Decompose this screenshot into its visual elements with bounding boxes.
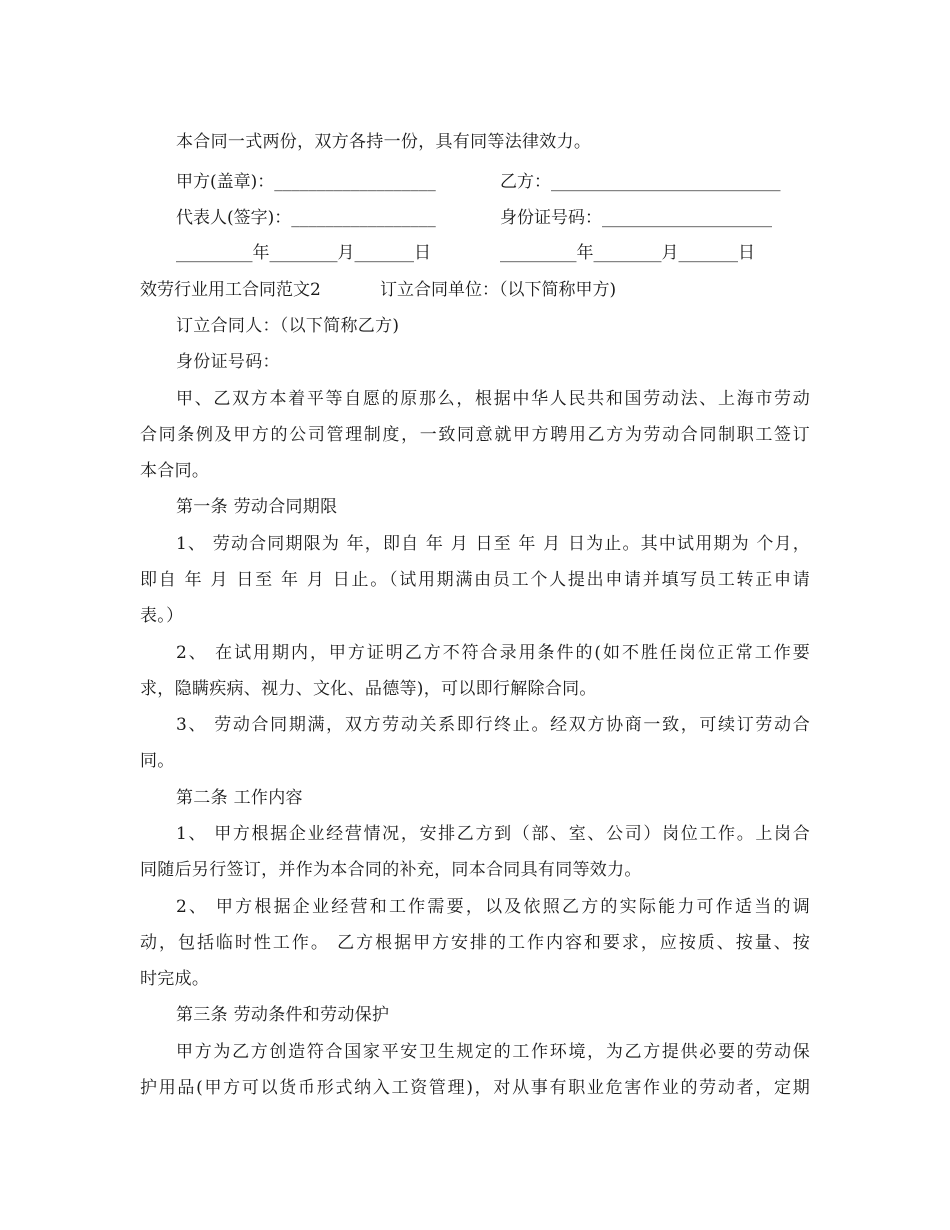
preamble-line: 合同条例及甲方的公司管理制度，一致同意就甲方聘用乙方为劳动合同制职工签订 bbox=[140, 425, 810, 445]
article1-title: 第一条 劳动合同期限 bbox=[176, 497, 338, 517]
id-label-line: 身份证号码： bbox=[176, 352, 280, 372]
article2-title: 第二条 工作内容 bbox=[176, 788, 303, 808]
article1-item1-line: 1、 劳动合同期限为 年，即自 年 月 日至 年 月 日为止。其中试用期为 个月， bbox=[176, 534, 810, 554]
article2-item2-line: 时完成。 bbox=[140, 969, 210, 989]
preamble-line: 甲、乙双方本着平等自愿的原那么，根据中华人民共和国劳动法、上海市劳动 bbox=[176, 389, 810, 409]
article2-item1-line: 同随后另行签订，并作为本合同的补充，同本合同具有同等效力。 bbox=[140, 860, 642, 880]
article2-item2-line: 动，包括临时性工作。 乙方根据甲方安排的工作内容和要求，应按质、按量、按 bbox=[140, 933, 810, 953]
article1-item1-line: 表。） bbox=[140, 606, 184, 626]
date-right-field: _________年________月_______日 bbox=[500, 243, 755, 263]
article3-body-line: 护用品(甲方可以货币形式纳入工资管理)，对从事有职业危害作业的劳动者，定期 bbox=[140, 1078, 810, 1098]
article1-item2-line: 2、 在试用期内，甲方证明乙方不符合录用条件的(如不胜任岗位正常工作要 bbox=[176, 643, 810, 663]
article1-item2-line: 求，隐瞒疾病、视力、文化、品德等)，可以即行解除合同。 bbox=[140, 679, 597, 699]
party-b-field: 乙方：___________________________ bbox=[500, 172, 781, 192]
id-number-field: 身份证号码：____________________ bbox=[500, 208, 772, 228]
article2-item1-line: 1、 甲方根据企业经营情况，安排乙方到（部、室、公司）岗位工作。上岗合 bbox=[176, 824, 810, 844]
preamble-line: 本合同。 bbox=[140, 461, 210, 481]
date-left-field: _________年________月_______日 bbox=[176, 243, 431, 263]
article2-item2-line: 2、 甲方根据企业经营和工作需要，以及依照乙方的实际能力可作适当的调 bbox=[176, 897, 810, 917]
contract-heading-title: 效劳行业用工合同范文2 bbox=[140, 280, 321, 300]
article3-title: 第三条 劳动条件和劳动保护 bbox=[176, 1005, 390, 1025]
party-a-seal-field: 甲方(盖章)：___________________ bbox=[176, 172, 436, 192]
contract-unit-line: 订立合同单位：（以下简称甲方) bbox=[380, 280, 617, 300]
article1-item3-line: 3、 劳动合同期满，双方劳动关系即行终止。经双方协商一致，可续订劳动合 bbox=[176, 715, 810, 735]
contractor-line: 订立合同人：（以下简称乙方) bbox=[176, 316, 400, 336]
representative-signature-field: 代表人(签字)：_________________ bbox=[176, 208, 436, 228]
article1-item1-line: 即自 年 月 日至 年 月 日止。（试用期满由员工个人提出申请并填写员工转正申请 bbox=[140, 570, 810, 590]
closing-clause: 本合同一式两份，双方各持一份，具有同等法律效力。 bbox=[176, 132, 592, 152]
article1-item3-line: 同。 bbox=[140, 751, 175, 771]
article3-body-line: 甲方为乙方创造符合国家平安卫生规定的工作环境，为乙方提供必要的劳动保 bbox=[176, 1042, 810, 1062]
